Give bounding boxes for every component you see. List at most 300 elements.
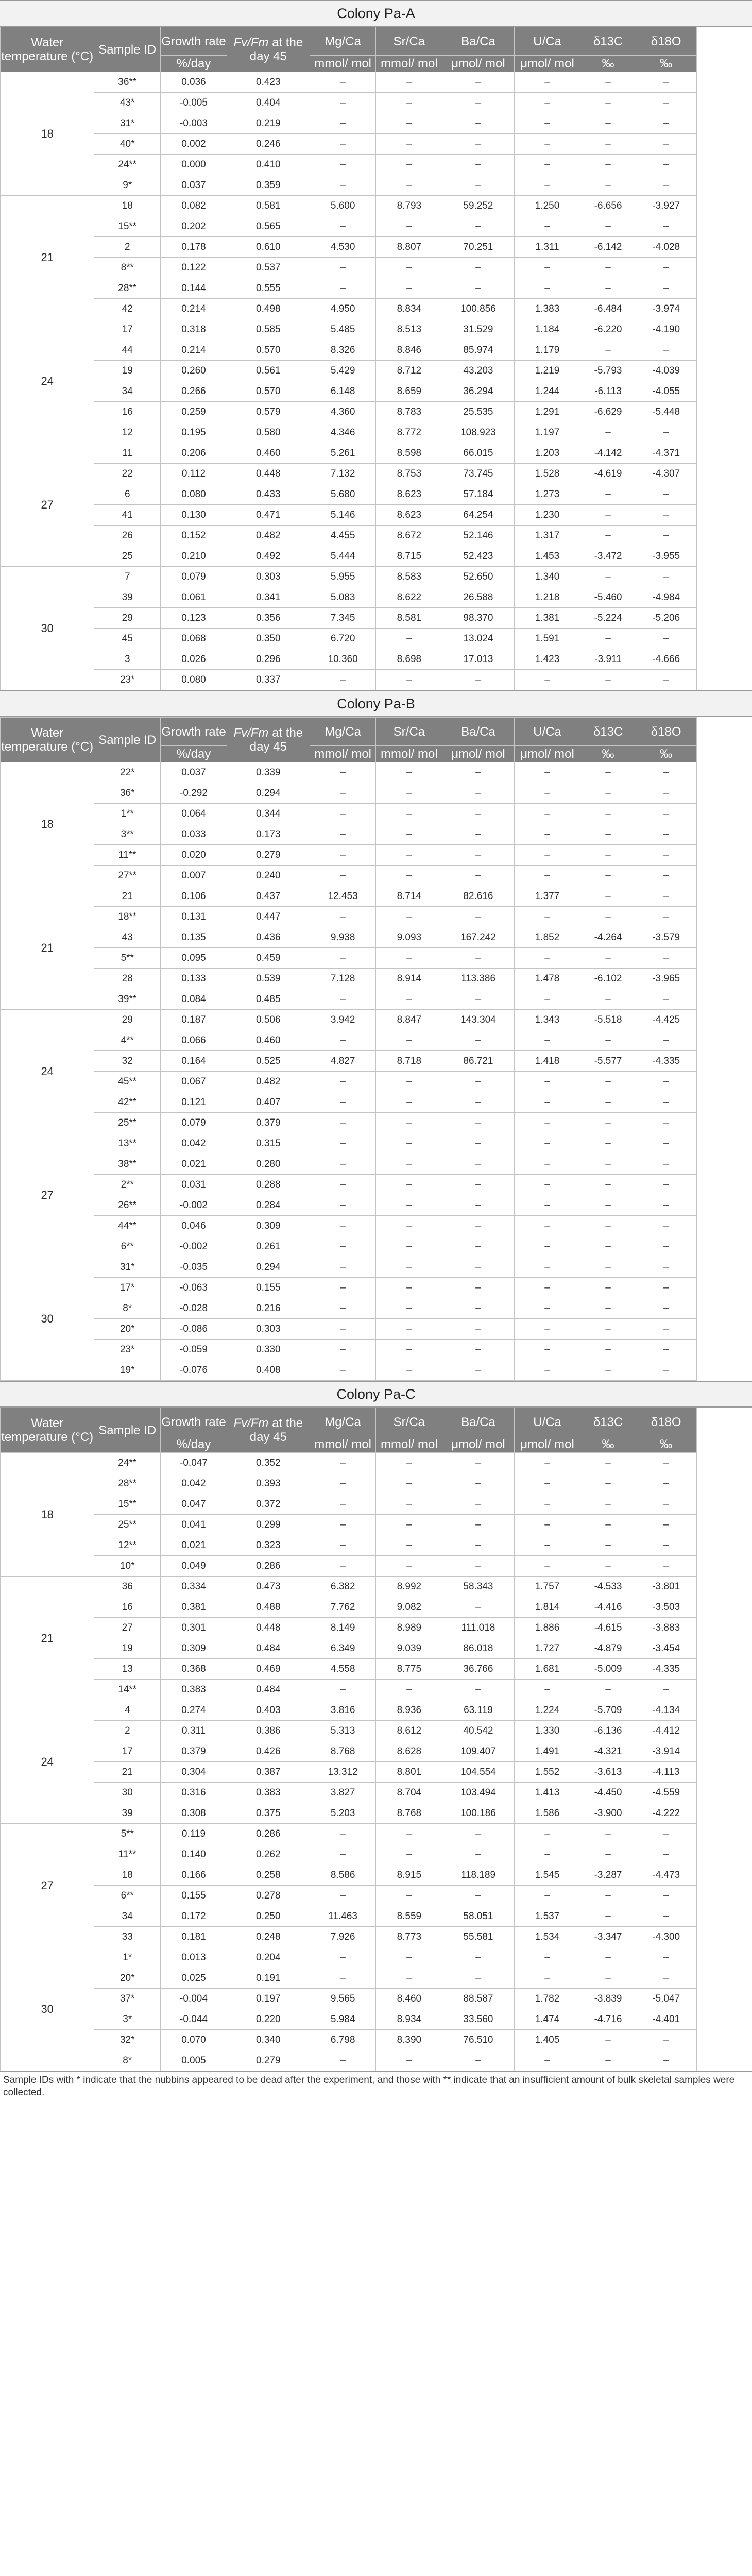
table-cell: 16: [94, 402, 161, 422]
table-cell: –: [514, 113, 580, 134]
table-cell: 0.262: [227, 1844, 310, 1865]
table-cell: 3**: [94, 824, 161, 845]
table-cell: –: [442, 134, 514, 155]
table-cell: 28**: [94, 278, 161, 299]
table-cell: –: [310, 1175, 376, 1195]
table-cell: -5.047: [636, 1989, 696, 2009]
table-cell: -3.955: [636, 546, 696, 567]
table-row: [1, 1680, 752, 1700]
table-row: [1, 381, 752, 402]
table-cell: –: [580, 1236, 636, 1257]
table-cell: 2: [94, 1721, 161, 1741]
table-cell: –: [442, 1947, 514, 1968]
table-row: [1, 1886, 752, 1906]
header-growth-rate: Growth rate: [161, 718, 227, 746]
table-cell: –: [376, 845, 442, 866]
table-cell: –: [636, 1886, 696, 1906]
table-row: [1, 1618, 752, 1638]
table-cell: –: [310, 866, 376, 886]
table-cell: 4**: [94, 1030, 161, 1051]
table-cell: –: [636, 1257, 696, 1278]
table-cell: 0.066: [161, 1030, 227, 1051]
table-cell: 4.530: [310, 237, 376, 258]
table-cell: 20*: [94, 1319, 161, 1340]
table-row: [1, 866, 752, 886]
table-row: [1, 1051, 752, 1072]
table-cell: 1.224: [514, 1700, 580, 1721]
table-cell: -0.059: [161, 1340, 227, 1360]
table-cell: –: [636, 505, 696, 526]
table-cell: –: [580, 1092, 636, 1113]
table-cell: –: [310, 1092, 376, 1113]
table-cell: –: [580, 629, 636, 649]
table-cell: 5.429: [310, 361, 376, 381]
table-row: [1, 629, 752, 649]
table-cell: –: [310, 1236, 376, 1257]
table-cell: –: [310, 258, 376, 278]
table-cell: 0.334: [161, 1577, 227, 1597]
table-cell: –: [376, 1824, 442, 1844]
table-cell: 0.206: [161, 443, 227, 464]
table-cell: –: [442, 1844, 514, 1865]
table-cell: –: [376, 783, 442, 804]
table-cell: –: [442, 1278, 514, 1298]
table-cell: 22*: [94, 762, 161, 783]
table-cell: 86.018: [442, 1638, 514, 1659]
table-cell: –: [442, 1092, 514, 1113]
table-cell: 0.448: [227, 1618, 310, 1638]
table-cell: -6.220: [580, 319, 636, 340]
table-cell: 0.080: [161, 670, 227, 690]
table-cell: 17.013: [442, 649, 514, 670]
table-cell: –: [636, 762, 696, 783]
table-cell: –: [580, 1453, 636, 1473]
header-mg-ca: Mg/Ca: [310, 27, 376, 56]
header-sample-id: Sample ID: [94, 718, 161, 762]
table-cell: –: [310, 1072, 376, 1092]
table-cell: 6.798: [310, 2030, 376, 2050]
table-cell: 0.172: [161, 1906, 227, 1927]
table-cell: –: [376, 1319, 442, 1340]
table-cell: 9.565: [310, 1989, 376, 2009]
table-cell: -5.009: [580, 1659, 636, 1680]
table-cell: –: [310, 1535, 376, 1556]
table-cell: –: [376, 216, 442, 237]
table-cell: 52.146: [442, 526, 514, 546]
table-cell: 0.007: [161, 866, 227, 886]
table-cell: 8.914: [376, 969, 442, 989]
unit-mg-ca: mmol/ mol: [310, 746, 376, 762]
table-row: [1, 1783, 752, 1803]
table-cell: –: [376, 1886, 442, 1906]
table-cell: 37*: [94, 1989, 161, 2009]
water-temperature-cell: 18: [1, 1453, 94, 1577]
table-cell: -3.347: [580, 1927, 636, 1947]
table-cell: –: [636, 629, 696, 649]
table-cell: 0.084: [161, 989, 227, 1010]
table-cell: –: [442, 1072, 514, 1092]
table-cell: –: [310, 216, 376, 237]
table-cell: 1.291: [514, 402, 580, 422]
table-cell: –: [636, 155, 696, 175]
table-row: [1, 361, 752, 381]
table-cell: 0.026: [161, 649, 227, 670]
table-cell: –: [376, 1236, 442, 1257]
table-cell: 0.525: [227, 1051, 310, 1072]
table-cell: -0.044: [161, 2009, 227, 2030]
table-cell: 10.360: [310, 649, 376, 670]
table-cell: –: [580, 278, 636, 299]
table-cell: 0.437: [227, 886, 310, 907]
water-temperature-cell: 18: [1, 762, 94, 886]
table-cell: 8.934: [376, 2009, 442, 2030]
table-cell: –: [580, 72, 636, 93]
table-cell: –: [514, 1494, 580, 1515]
table-cell: -4.190: [636, 319, 696, 340]
table-cell: 0.002: [161, 134, 227, 155]
table-cell: 1.179: [514, 340, 580, 361]
table-cell: -0.003: [161, 113, 227, 134]
table-row: [1, 1298, 752, 1319]
table-cell: 0.539: [227, 969, 310, 989]
table-row: [1, 1278, 752, 1298]
table-row: [1, 1824, 752, 1844]
table-cell: –: [636, 866, 696, 886]
table-cell: –: [310, 1680, 376, 1700]
table-cell: –: [636, 1319, 696, 1340]
table-cell: 8.793: [376, 196, 442, 216]
table-cell: –: [442, 93, 514, 113]
table-cell: 8.768: [310, 1741, 376, 1762]
table-cell: 9.938: [310, 927, 376, 948]
table-cell: –: [442, 1216, 514, 1236]
table-cell: 63.119: [442, 1700, 514, 1721]
table-cell: 0.279: [227, 845, 310, 866]
table-cell: -4.416: [580, 1597, 636, 1618]
table-cell: 31*: [94, 113, 161, 134]
table-cell: –: [442, 1886, 514, 1906]
table-cell: 0.383: [227, 1783, 310, 1803]
table-cell: 66.015: [442, 443, 514, 464]
table-cell: 6.349: [310, 1638, 376, 1659]
table-cell: 8.718: [376, 1051, 442, 1072]
table-row: [1, 907, 752, 927]
table-cell: 1.491: [514, 1741, 580, 1762]
table-cell: –: [580, 1535, 636, 1556]
table-cell: 98.370: [442, 608, 514, 629]
table-row: [1, 1113, 752, 1133]
table-cell: 85.974: [442, 340, 514, 361]
table-cell: 21: [94, 886, 161, 907]
table-cell: -4.716: [580, 2009, 636, 2030]
table-cell: 7.926: [310, 1927, 376, 1947]
table-cell: 0.025: [161, 1968, 227, 1989]
table-cell: 1.330: [514, 1721, 580, 1741]
table-cell: –: [310, 1886, 376, 1906]
unit-u-ca: μmol/ mol: [514, 1436, 580, 1453]
table-cell: 43.203: [442, 361, 514, 381]
table-cell: 8.992: [376, 1577, 442, 1597]
table-cell: 8.714: [376, 886, 442, 907]
table-cell: 21: [94, 1762, 161, 1783]
table-cell: 11**: [94, 1844, 161, 1865]
table-cell: –: [442, 258, 514, 278]
table-cell: 1.886: [514, 1618, 580, 1638]
water-temperature-cell: 21: [1, 196, 94, 319]
table-cell: 36**: [94, 72, 161, 93]
table-cell: –: [376, 1030, 442, 1051]
table-cell: 0.082: [161, 196, 227, 216]
table-cell: 5.955: [310, 567, 376, 587]
table-cell: 0.423: [227, 72, 310, 93]
table-row: [1, 989, 752, 1010]
table-cell: –: [310, 113, 376, 134]
table-cell: –: [442, 1515, 514, 1535]
data-table: [0, 717, 752, 1381]
table-cell: –: [580, 93, 636, 113]
water-temperature-cell: 21: [1, 1577, 94, 1700]
table-cell: 33: [94, 1927, 161, 1947]
table-cell: -0.005: [161, 93, 227, 113]
table-cell: 0.286: [227, 1824, 310, 1844]
table-cell: 25**: [94, 1113, 161, 1133]
table-cell: 1.317: [514, 526, 580, 546]
table-cell: 42**: [94, 1092, 161, 1113]
table-cell: 0.485: [227, 989, 310, 1010]
table-cell: -3.965: [636, 969, 696, 989]
header-growth-rate: Growth rate: [161, 27, 227, 56]
table-cell: -4.401: [636, 2009, 696, 2030]
table-cell: 28: [94, 969, 161, 989]
table-cell: -4.028: [636, 237, 696, 258]
table-cell: 8**: [94, 258, 161, 278]
table-cell: –: [514, 1515, 580, 1535]
table-cell: 0.070: [161, 2030, 227, 2050]
table-cell: –: [442, 1319, 514, 1340]
table-cell: –: [514, 258, 580, 278]
table-cell: -3.927: [636, 196, 696, 216]
table-cell: 8.460: [376, 1989, 442, 2009]
table-cell: 0.403: [227, 1700, 310, 1721]
table-cell: 0.561: [227, 361, 310, 381]
table-cell: –: [580, 1824, 636, 1844]
table-cell: –: [376, 155, 442, 175]
table-row: [1, 526, 752, 546]
table-cell: –: [310, 134, 376, 155]
table-cell: 8.628: [376, 1741, 442, 1762]
table-cell: 0.581: [227, 196, 310, 216]
table-cell: 0.279: [227, 2050, 310, 2071]
table-cell: 1.586: [514, 1803, 580, 1824]
table-cell: 88.587: [442, 1989, 514, 2009]
table-cell: -0.063: [161, 1278, 227, 1298]
header-d13c: δ13C: [580, 27, 636, 56]
table-cell: 0.219: [227, 113, 310, 134]
table-cell: 1**: [94, 804, 161, 824]
table-cell: –: [442, 762, 514, 783]
table-cell: 8.801: [376, 1762, 442, 1783]
table-cell: 8.513: [376, 319, 442, 340]
table-cell: 0.042: [161, 1473, 227, 1494]
table-cell: –: [514, 783, 580, 804]
table-cell: –: [636, 1473, 696, 1494]
table-cell: 31.529: [442, 319, 514, 340]
table-cell: 8.698: [376, 649, 442, 670]
table-cell: 57.184: [442, 484, 514, 505]
unit-d18o: ‰: [636, 746, 696, 762]
table-cell: 0.323: [227, 1535, 310, 1556]
table-row: [1, 1535, 752, 1556]
table-cell: –: [514, 1072, 580, 1092]
table-cell: 1.757: [514, 1577, 580, 1597]
table-row: [1, 1947, 752, 1968]
table-cell: –: [310, 1968, 376, 1989]
table-cell: –: [514, 134, 580, 155]
table-cell: –: [636, 1030, 696, 1051]
water-temperature-cell: 18: [1, 72, 94, 196]
table-cell: –: [580, 907, 636, 927]
table-cell: –: [442, 1968, 514, 1989]
table-cell: 1.377: [514, 886, 580, 907]
table-cell: –: [580, 1072, 636, 1092]
table-cell: 0.042: [161, 1133, 227, 1154]
table-cell: –: [442, 1453, 514, 1473]
table-cell: –: [636, 907, 696, 927]
unit-ba-ca: μmol/ mol: [442, 1436, 514, 1453]
table-cell: -4.142: [580, 443, 636, 464]
table-cell: –: [580, 1154, 636, 1175]
table-cell: –: [310, 1319, 376, 1340]
unit-growth: %/day: [161, 56, 227, 72]
table-cell: –: [376, 989, 442, 1010]
table-cell: 100.856: [442, 299, 514, 319]
table-cell: –: [310, 1216, 376, 1236]
table-cell: 1.478: [514, 969, 580, 989]
table-cell: –: [580, 567, 636, 587]
table-cell: 36.294: [442, 381, 514, 402]
table-cell: 0.407: [227, 1092, 310, 1113]
table-cell: 24**: [94, 155, 161, 175]
table-row: [1, 608, 752, 629]
table-row: [1, 402, 752, 422]
table-cell: 1.727: [514, 1638, 580, 1659]
table-cell: –: [376, 1092, 442, 1113]
colony-title: Colony Pa-A: [0, 0, 752, 27]
table-cell: –: [310, 1473, 376, 1494]
table-cell: –: [636, 484, 696, 505]
table-cell: –: [442, 783, 514, 804]
table-cell: -5.206: [636, 608, 696, 629]
table-cell: 1.681: [514, 1659, 580, 1680]
table-cell: 4.346: [310, 422, 376, 443]
header-u-ca: U/Ca: [514, 27, 580, 56]
table-cell: 0.372: [227, 1494, 310, 1515]
table-cell: 0.356: [227, 608, 310, 629]
table-cell: 34: [94, 1906, 161, 1927]
water-temperature-cell: 30: [1, 1947, 94, 2071]
table-cell: 5.313: [310, 1721, 376, 1741]
table-row: [1, 1236, 752, 1257]
table-cell: 1.343: [514, 1010, 580, 1030]
table-cell: –: [636, 989, 696, 1010]
table-cell: 0.067: [161, 1072, 227, 1092]
table-cell: –: [580, 783, 636, 804]
table-row: [1, 1844, 752, 1865]
table-cell: –: [376, 1535, 442, 1556]
table-cell: –: [310, 845, 376, 866]
table-cell: 3: [94, 649, 161, 670]
table-cell: -4.450: [580, 1783, 636, 1803]
table-cell: 0.296: [227, 649, 310, 670]
table-cell: –: [580, 484, 636, 505]
table-cell: 13: [94, 1659, 161, 1680]
table-cell: –: [310, 1844, 376, 1865]
table-cell: 0.350: [227, 629, 310, 649]
table-cell: –: [376, 175, 442, 196]
table-cell: 38**: [94, 1154, 161, 1175]
table-cell: –: [636, 845, 696, 866]
table-cell: 0.460: [227, 1030, 310, 1051]
table-cell: 0.047: [161, 1494, 227, 1515]
table-cell: 1.250: [514, 196, 580, 216]
table-cell: 0.492: [227, 546, 310, 567]
table-cell: –: [442, 216, 514, 237]
table-cell: 33.560: [442, 2009, 514, 2030]
table-cell: 0.471: [227, 505, 310, 526]
table-row: [1, 237, 752, 258]
table-cell: –: [442, 1340, 514, 1360]
table-cell: 1.453: [514, 546, 580, 567]
table-cell: 0.214: [161, 299, 227, 319]
table-cell: 6**: [94, 1886, 161, 1906]
table-cell: -3.839: [580, 1989, 636, 2009]
table-cell: –: [636, 567, 696, 587]
table-cell: 8.768: [376, 1803, 442, 1824]
table-cell: –: [514, 1360, 580, 1381]
table-cell: 18: [94, 196, 161, 216]
table-cell: 8*: [94, 2050, 161, 2071]
unit-d13c: ‰: [580, 56, 636, 72]
table-cell: 0.339: [227, 762, 310, 783]
table-cell: 0.286: [227, 1556, 310, 1577]
table-cell: -4.666: [636, 649, 696, 670]
table-cell: -4.615: [580, 1618, 636, 1638]
table-row: [1, 927, 752, 948]
table-row: [1, 1989, 752, 2009]
table-cell: –: [636, 1824, 696, 1844]
table-cell: –: [580, 1195, 636, 1216]
table-cell: –: [514, 1535, 580, 1556]
table-cell: –: [310, 1133, 376, 1154]
header-fvfm-rest: at the day 45: [249, 36, 303, 63]
table-row: [1, 72, 752, 93]
table-row: [1, 1257, 752, 1278]
table-cell: -4.619: [580, 464, 636, 484]
table-row: [1, 1072, 752, 1092]
table-cell: 1.534: [514, 1927, 580, 1947]
table-cell: –: [636, 216, 696, 237]
table-cell: 1.528: [514, 464, 580, 484]
table-cell: –: [376, 1133, 442, 1154]
table-cell: 4.455: [310, 526, 376, 546]
table-cell: –: [442, 278, 514, 299]
header-sr-ca: Sr/Ca: [376, 27, 442, 56]
table-cell: –: [580, 1968, 636, 1989]
table-cell: 0.140: [161, 1844, 227, 1865]
table-row: [1, 1659, 752, 1680]
table-cell: 1.852: [514, 927, 580, 948]
table-cell: 24**: [94, 1453, 161, 1473]
